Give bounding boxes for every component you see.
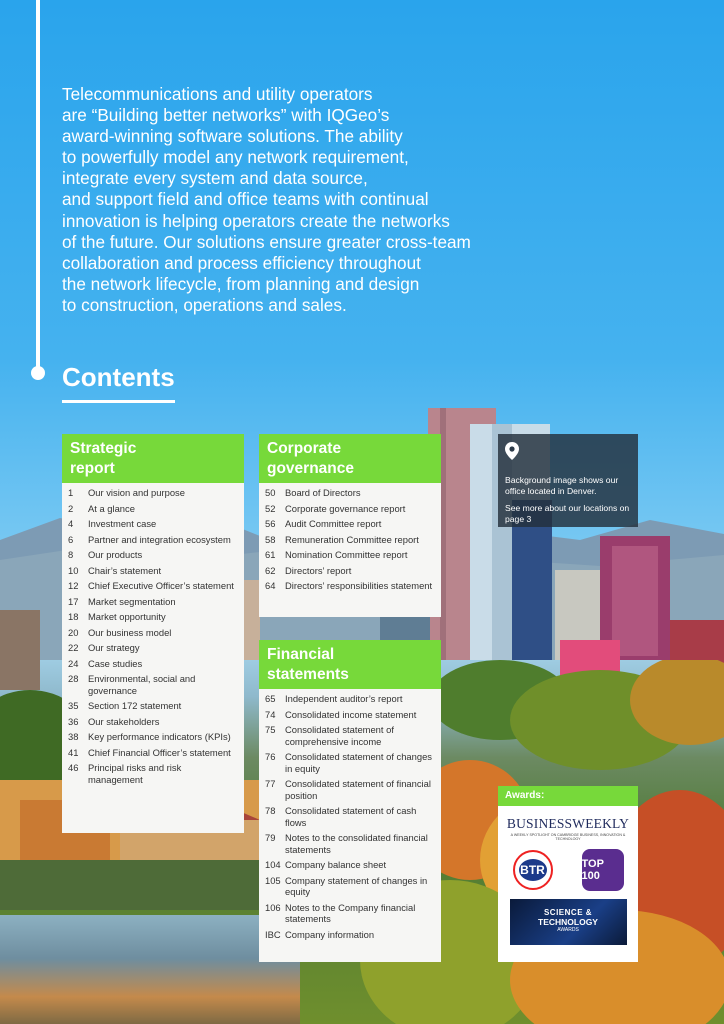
toc-entry[interactable] bbox=[68, 627, 238, 639]
corporate-governance-panel bbox=[259, 434, 441, 617]
toc-entry[interactable] bbox=[68, 673, 238, 696]
toc-entry[interactable] bbox=[68, 503, 238, 515]
toc-page-number: 58 bbox=[265, 533, 276, 545]
toc-entry[interactable] bbox=[68, 731, 238, 743]
toc-page-number: 61 bbox=[265, 549, 276, 560]
toc-page-number: 20 bbox=[68, 626, 79, 638]
awards-heading: Awards: bbox=[498, 786, 638, 806]
toc-entry[interactable] bbox=[68, 642, 238, 654]
toc-entry-label: Investment case bbox=[88, 518, 157, 529]
toc-entry[interactable] bbox=[265, 534, 435, 546]
intro-line: innovation is helping operators create the networks bbox=[62, 210, 450, 231]
decorative-dot bbox=[31, 366, 45, 380]
contents-heading: Contents bbox=[62, 362, 175, 392]
heading-line: statements bbox=[267, 666, 349, 683]
toc-page-number: 28 bbox=[68, 673, 79, 684]
toc-entry-label: Consolidated statement of comprehensive income bbox=[285, 724, 394, 747]
corporate-governance-heading bbox=[259, 434, 441, 483]
toc-page-number: 12 bbox=[68, 580, 79, 591]
toc-entry[interactable] bbox=[68, 565, 238, 577]
toc-entry-label: Chief Financial Officer’s statement bbox=[88, 746, 231, 758]
heading-line: report bbox=[70, 460, 115, 477]
toc-entry[interactable] bbox=[68, 518, 238, 530]
toc-page-number: IBC bbox=[265, 928, 281, 940]
toc-page-number: 24 bbox=[68, 657, 79, 669]
toc-entry[interactable] bbox=[265, 709, 435, 721]
toc-page-number: 8 bbox=[68, 549, 74, 560]
financial-statements-panel bbox=[259, 640, 441, 962]
intro-line: are “Building better networks” with IQGeo’s bbox=[62, 105, 390, 126]
toc-entry-label: Company statement of changes in equity bbox=[285, 874, 428, 897]
toc-entry-label: Our business model bbox=[88, 626, 172, 638]
toc-page-number: 62 bbox=[265, 564, 276, 576]
toc-entry[interactable] bbox=[265, 580, 435, 592]
toc-page-number: 74 bbox=[265, 708, 276, 720]
toc-entry-label: Key performance indicators (KPIs) bbox=[88, 731, 231, 742]
awards-panel bbox=[498, 786, 638, 962]
toc-page-number: 104 bbox=[265, 859, 281, 870]
toc-entry-label: Market segmentation bbox=[88, 595, 176, 607]
toc-entry-label: At a glance bbox=[88, 502, 135, 514]
sci-line2: TECHNOLOGY bbox=[538, 917, 598, 927]
toc-entry-label: Partner and integration ecosystem bbox=[88, 533, 231, 545]
toc-entry[interactable] bbox=[265, 503, 435, 515]
intro-line: award-winning software solutions. The ability bbox=[62, 126, 403, 147]
toc-entry[interactable] bbox=[68, 747, 238, 759]
toc-page-number: 50 bbox=[265, 487, 276, 498]
toc-entry[interactable] bbox=[68, 700, 238, 712]
financial-statements-list bbox=[259, 689, 441, 948]
toc-entry[interactable] bbox=[265, 805, 435, 828]
toc-page-number: 38 bbox=[68, 731, 79, 742]
intro-line: of the future. Our solutions ensure greater cross-team bbox=[62, 231, 471, 252]
toc-entry-label: Company balance sheet bbox=[285, 859, 387, 870]
toc-entry-label: Consolidated income statement bbox=[285, 708, 417, 720]
toc-page-number: 46 bbox=[68, 762, 79, 773]
intro-line: collaboration and process efficiency throughout bbox=[62, 252, 421, 273]
location-link-text[interactable]: See more about our locations on page 3 bbox=[505, 503, 630, 524]
toc-entry[interactable] bbox=[68, 534, 238, 546]
map-pin-icon bbox=[505, 442, 519, 460]
toc-page-number: 18 bbox=[68, 611, 79, 622]
science-technology-award bbox=[510, 899, 627, 945]
toc-entry[interactable] bbox=[265, 902, 435, 925]
toc-entry[interactable] bbox=[68, 611, 238, 623]
toc-page-number: 65 bbox=[265, 693, 276, 704]
toc-entry-label: Section 172 statement bbox=[88, 700, 182, 711]
toc-entry[interactable] bbox=[68, 580, 238, 592]
toc-entry-label: Principal risks and risk management bbox=[88, 762, 182, 785]
sci-line3: AWARDS bbox=[557, 927, 579, 933]
intro-line: the network lifecycle, from planning and design bbox=[62, 273, 420, 294]
toc-page-number: 78 bbox=[265, 805, 276, 816]
toc-entry[interactable] bbox=[265, 929, 435, 941]
toc-page-number: 106 bbox=[265, 901, 281, 913]
decorative-vertical-line bbox=[36, 0, 40, 368]
intro-line: to construction, operations and sales. bbox=[62, 294, 347, 315]
toc-page-number: 36 bbox=[68, 715, 79, 727]
toc-entry[interactable] bbox=[265, 859, 435, 871]
toc-page-number: 35 bbox=[68, 700, 79, 711]
heading-line: Strategic bbox=[70, 440, 137, 457]
btr-award-badge bbox=[513, 850, 553, 890]
toc-entry-label: Consolidated statement of cash flows bbox=[285, 805, 417, 828]
toc-entry[interactable] bbox=[265, 565, 435, 577]
btr-label: BTR bbox=[520, 863, 545, 877]
toc-page-number: 77 bbox=[265, 778, 276, 789]
strategic-report-panel bbox=[62, 434, 244, 833]
intro-line: to powerfully model any network requirement, bbox=[62, 147, 409, 168]
toc-page-number: 79 bbox=[265, 832, 276, 843]
intro-line: and support field and office teams with continual bbox=[62, 189, 429, 210]
strategic-report-heading bbox=[62, 434, 244, 483]
toc-entry[interactable] bbox=[265, 487, 435, 499]
toc-page-number: 17 bbox=[68, 595, 79, 607]
toc-entry-label: Remuneration Committee report bbox=[285, 533, 419, 545]
toc-entry-label: Independent auditor’s report bbox=[285, 693, 403, 704]
location-caption: Background image shows our office located in Denver. bbox=[505, 475, 619, 496]
toc-page-number: 22 bbox=[68, 642, 79, 653]
toc-page-number: 105 bbox=[265, 874, 281, 886]
toc-entry-label: Chief Executive Officer’s statement bbox=[88, 580, 234, 591]
toc-entry-label: Our vision and purpose bbox=[88, 487, 185, 498]
toc-page-number: 64 bbox=[265, 580, 276, 591]
toc-entry[interactable] bbox=[265, 518, 435, 530]
toc-page-number: 10 bbox=[68, 564, 79, 576]
toc-entry-label: Company information bbox=[285, 928, 375, 940]
toc-entry[interactable] bbox=[265, 875, 435, 898]
toc-entry-label: Environmental, social and governance bbox=[88, 673, 196, 696]
toc-entry-label: Consolidated statement of changes in equity bbox=[285, 751, 432, 774]
toc-entry-label: Corporate governance report bbox=[285, 502, 406, 514]
toc-entry-label: Market opportunity bbox=[88, 611, 166, 622]
toc-entry-label: Directors’ responsibilities statement bbox=[285, 580, 433, 591]
toc-entry-label: Notes to the Company financial statements bbox=[285, 901, 416, 924]
business-weekly-tagline: A WEEKLY SPOTLIGHT ON CAMBRIDGE BUSINESS, INNOVATION & TECHNOLOGY bbox=[510, 833, 626, 841]
toc-entry[interactable] bbox=[68, 596, 238, 608]
location-note bbox=[498, 434, 638, 527]
financial-statements-heading bbox=[259, 640, 441, 689]
toc-page-number: 75 bbox=[265, 724, 276, 735]
contents-underline bbox=[62, 400, 175, 403]
toc-entry-label: Audit Committee report bbox=[285, 518, 382, 529]
top100-label: TOP 100 bbox=[581, 858, 604, 882]
toc-entry-label: Nomination Committee report bbox=[285, 549, 408, 560]
toc-entry[interactable] bbox=[68, 549, 238, 561]
intro-paragraph bbox=[62, 84, 562, 316]
toc-entry-label: Our products bbox=[88, 549, 143, 560]
toc-page-number: 41 bbox=[68, 746, 79, 758]
heading-line: Corporate bbox=[267, 440, 342, 457]
strategic-report-list bbox=[62, 483, 244, 793]
toc-entry[interactable] bbox=[265, 832, 435, 855]
toc-entry[interactable] bbox=[68, 658, 238, 670]
corporate-governance-list bbox=[259, 483, 441, 600]
toc-entry[interactable] bbox=[68, 716, 238, 728]
toc-entry-label: Our strategy bbox=[88, 642, 140, 653]
toc-entry-label: Consolidated statement of financial position bbox=[285, 778, 431, 801]
intro-line: Telecommunications and utility operators bbox=[62, 84, 373, 104]
toc-page-number: 6 bbox=[68, 533, 74, 545]
toc-entry-label: Notes to the consolidated financial statements bbox=[285, 832, 428, 855]
toc-entry[interactable] bbox=[265, 751, 435, 774]
toc-page-number: 52 bbox=[265, 502, 276, 514]
toc-page-number: 76 bbox=[265, 751, 276, 762]
intro-line: integrate every system and data source, bbox=[62, 168, 368, 189]
toc-entry-label: Directors’ report bbox=[285, 564, 352, 576]
business-weekly-logo: BUSINESSWEEKLY bbox=[506, 816, 630, 831]
toc-entry[interactable] bbox=[265, 778, 435, 801]
toc-entry-label: Case studies bbox=[88, 657, 143, 669]
toc-entry[interactable] bbox=[68, 762, 238, 785]
toc-page-number: 4 bbox=[68, 518, 74, 529]
toc-entry-label: Our stakeholders bbox=[88, 715, 160, 727]
toc-entry[interactable] bbox=[265, 693, 435, 705]
heading-line: Financial bbox=[267, 646, 335, 663]
toc-page-number: 1 bbox=[68, 487, 74, 498]
toc-page-number: 2 bbox=[68, 502, 74, 514]
toc-entry[interactable] bbox=[265, 549, 435, 561]
heading-line: governance bbox=[267, 460, 355, 477]
top100-award-badge bbox=[582, 849, 624, 891]
toc-entry-label: Board of Directors bbox=[285, 487, 361, 498]
toc-page-number: 56 bbox=[265, 518, 276, 529]
toc-entry-label: Chair’s statement bbox=[88, 564, 162, 576]
toc-entry[interactable] bbox=[68, 487, 238, 499]
sci-line1: SCIENCE & bbox=[543, 908, 593, 917]
toc-entry[interactable] bbox=[265, 724, 435, 747]
